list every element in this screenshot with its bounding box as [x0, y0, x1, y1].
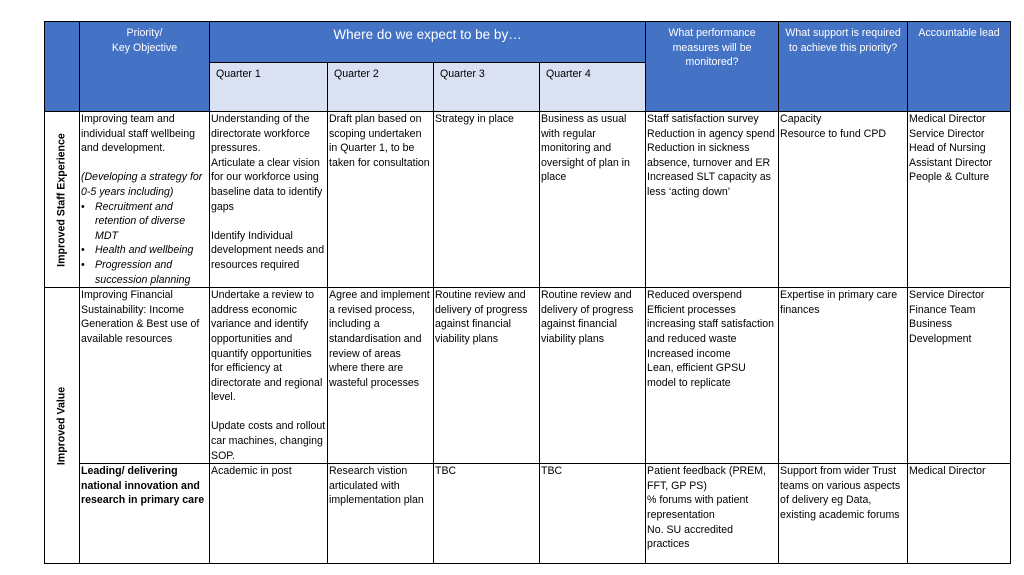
- header-priority: [80, 22, 210, 112]
- header-where: Where do we expect to be by…: [210, 22, 646, 63]
- priorities-table: [44, 21, 1011, 564]
- objective-bullets: [81, 200, 208, 288]
- section-label: Improved Value: [55, 386, 68, 465]
- objective-text: Improving Financial Sustainability: Income Generation & Best use of available resources: [81, 289, 200, 345]
- objective-text: Improving team and individual staff wellbeing and development.: [81, 113, 196, 155]
- cell-line: Business Development: [909, 318, 972, 345]
- support-cell: [779, 288, 908, 464]
- quarter-4-cell: [540, 464, 646, 564]
- quarter-3-cell: [434, 112, 540, 288]
- cell-line: TBC: [435, 465, 457, 478]
- objective-bullet: • Progression and succession planning: [95, 258, 208, 287]
- quarter-3-cell: [434, 288, 540, 464]
- header-support: What support is required to achieve this priority?: [779, 22, 908, 112]
- quarter-1-cell: [210, 288, 328, 464]
- cell-line: Reduction in sickness absence, turnover and ER: [647, 142, 771, 169]
- cell-line: TBC: [541, 465, 563, 478]
- cell-line: Finance Team: [909, 303, 976, 316]
- measures-cell: [646, 112, 779, 288]
- quarter-2-cell: [328, 288, 434, 464]
- header-quarter-2: Quarter 2: [328, 63, 434, 112]
- lead-cell: [908, 464, 1011, 564]
- header-row-1: [45, 22, 1011, 63]
- cell-line: Research vistion articulated with implementation plan: [329, 465, 424, 507]
- header-quarter-3: Quarter 3: [434, 63, 540, 112]
- objective-bullet: • Health and wellbeing: [95, 243, 208, 258]
- objective-cell: [80, 288, 210, 464]
- cell-line: Service Director: [909, 127, 985, 140]
- cell-line: Articulate a clear vision for our workforce using baseline data to identify gaps: [211, 156, 323, 213]
- cell-line: Identify Individual development needs and resources required: [211, 229, 325, 271]
- cell-line: Capacity: [780, 113, 822, 125]
- cell-line: Reduction in agency spend: [647, 127, 775, 140]
- measures-cell: [646, 288, 779, 464]
- lead-cell: [908, 112, 1011, 288]
- objective-text: Leading/ delivering national innovation and research in primary care: [81, 465, 205, 507]
- cell-line: Understanding of the directorate workforce pressures.: [211, 113, 310, 155]
- objective-bullet: • Recruitment and retention of diverse MDT: [95, 200, 208, 244]
- quarter-4-cell: [540, 112, 646, 288]
- cell-line: Lean, efficient GPSU model to replicate: [647, 362, 746, 389]
- cell-line: Strategy in place: [435, 113, 514, 125]
- cell-line: Draft plan based on scoping undertaken in Quarter 1, to be taken for consultation: [329, 113, 430, 169]
- quarter-2-cell: [328, 464, 434, 564]
- cell-line: Support from wider Trust teams on various aspects of delivery eg Data, existing academic forums: [780, 465, 901, 522]
- header-quarter-4: Quarter 4: [540, 63, 646, 112]
- cell-line: Staff satisfaction survey: [647, 113, 759, 125]
- quarter-3-cell: [434, 464, 540, 564]
- table-row: [45, 464, 1011, 564]
- lead-cell: [908, 288, 1011, 464]
- quarter-2-cell: [328, 112, 434, 288]
- cell-line: Head of Nursing: [909, 142, 986, 155]
- quarter-4-cell: [540, 288, 646, 464]
- table-row: [45, 112, 1011, 288]
- cell-line: % forums with patient representation: [647, 494, 749, 522]
- cell-line: Resource to fund CPD: [780, 127, 887, 140]
- quarter-1-cell: [210, 112, 328, 288]
- cell-line: Update costs and rollout car machines, changing SOP.: [211, 420, 326, 462]
- header-lead: Accountable lead: [908, 22, 1011, 112]
- measures-cell: [646, 464, 779, 564]
- objective-cell: [80, 464, 210, 564]
- cell-line: Reduced overspend: [647, 289, 742, 302]
- cell-line: Increased SLT capacity as less ‘acting down’: [647, 171, 771, 198]
- cell-line: Medical Director: [909, 465, 986, 478]
- objective-intro: (Developing a strategy for 0-5 years including): [81, 171, 203, 198]
- support-cell: [779, 464, 908, 564]
- header-section-blank: [45, 22, 80, 112]
- cell-line: Increased income: [647, 347, 731, 360]
- quarter-1-cell: [210, 464, 328, 564]
- cell-line: Routine review and delivery of progress against financial viability plans: [435, 289, 528, 345]
- cell-line: Expertise in primary care finances: [780, 289, 898, 316]
- header-quarter-1: Quarter 1: [210, 63, 328, 112]
- cell-line: Academic in post: [211, 465, 292, 478]
- cell-line: Medical Director: [909, 113, 986, 125]
- cell-line: Service Director: [909, 289, 985, 302]
- section-label-cell: [45, 112, 80, 288]
- cell-line: Business as usual with regular monitoring and oversight of plan in place: [541, 113, 630, 184]
- cell-line: Assistant Director People & Culture: [909, 156, 993, 184]
- section-label: Improved Staff Experience: [55, 132, 68, 267]
- cell-line: Agree and implement a revised process, including a standardisation and review of areas where there are wasteful processes: [329, 289, 430, 389]
- cell-line: Routine review and delivery of progress against financial viability plans: [541, 289, 634, 345]
- table-row: [45, 288, 1011, 464]
- header-priority-line-1: Priority/: [126, 27, 163, 39]
- support-cell: [779, 112, 908, 288]
- section-label-cell: [45, 288, 80, 564]
- cell-line: Patient feedback (PREM, FFT, GP PS): [647, 465, 766, 492]
- objective-cell: [80, 112, 210, 288]
- header-priority-line-2: Key Objective: [111, 41, 178, 54]
- cell-line: No. SU accredited practices: [647, 523, 734, 551]
- header-measures: What performance measures will be monitored?: [646, 22, 779, 112]
- cell-line: Efficient processes increasing staff satisfaction and reduced waste: [647, 303, 775, 345]
- cell-line: Undertake a review to address economic variance and identify opportunities and quantify opportunities for efficiency at directorate and regional level.: [211, 289, 323, 404]
